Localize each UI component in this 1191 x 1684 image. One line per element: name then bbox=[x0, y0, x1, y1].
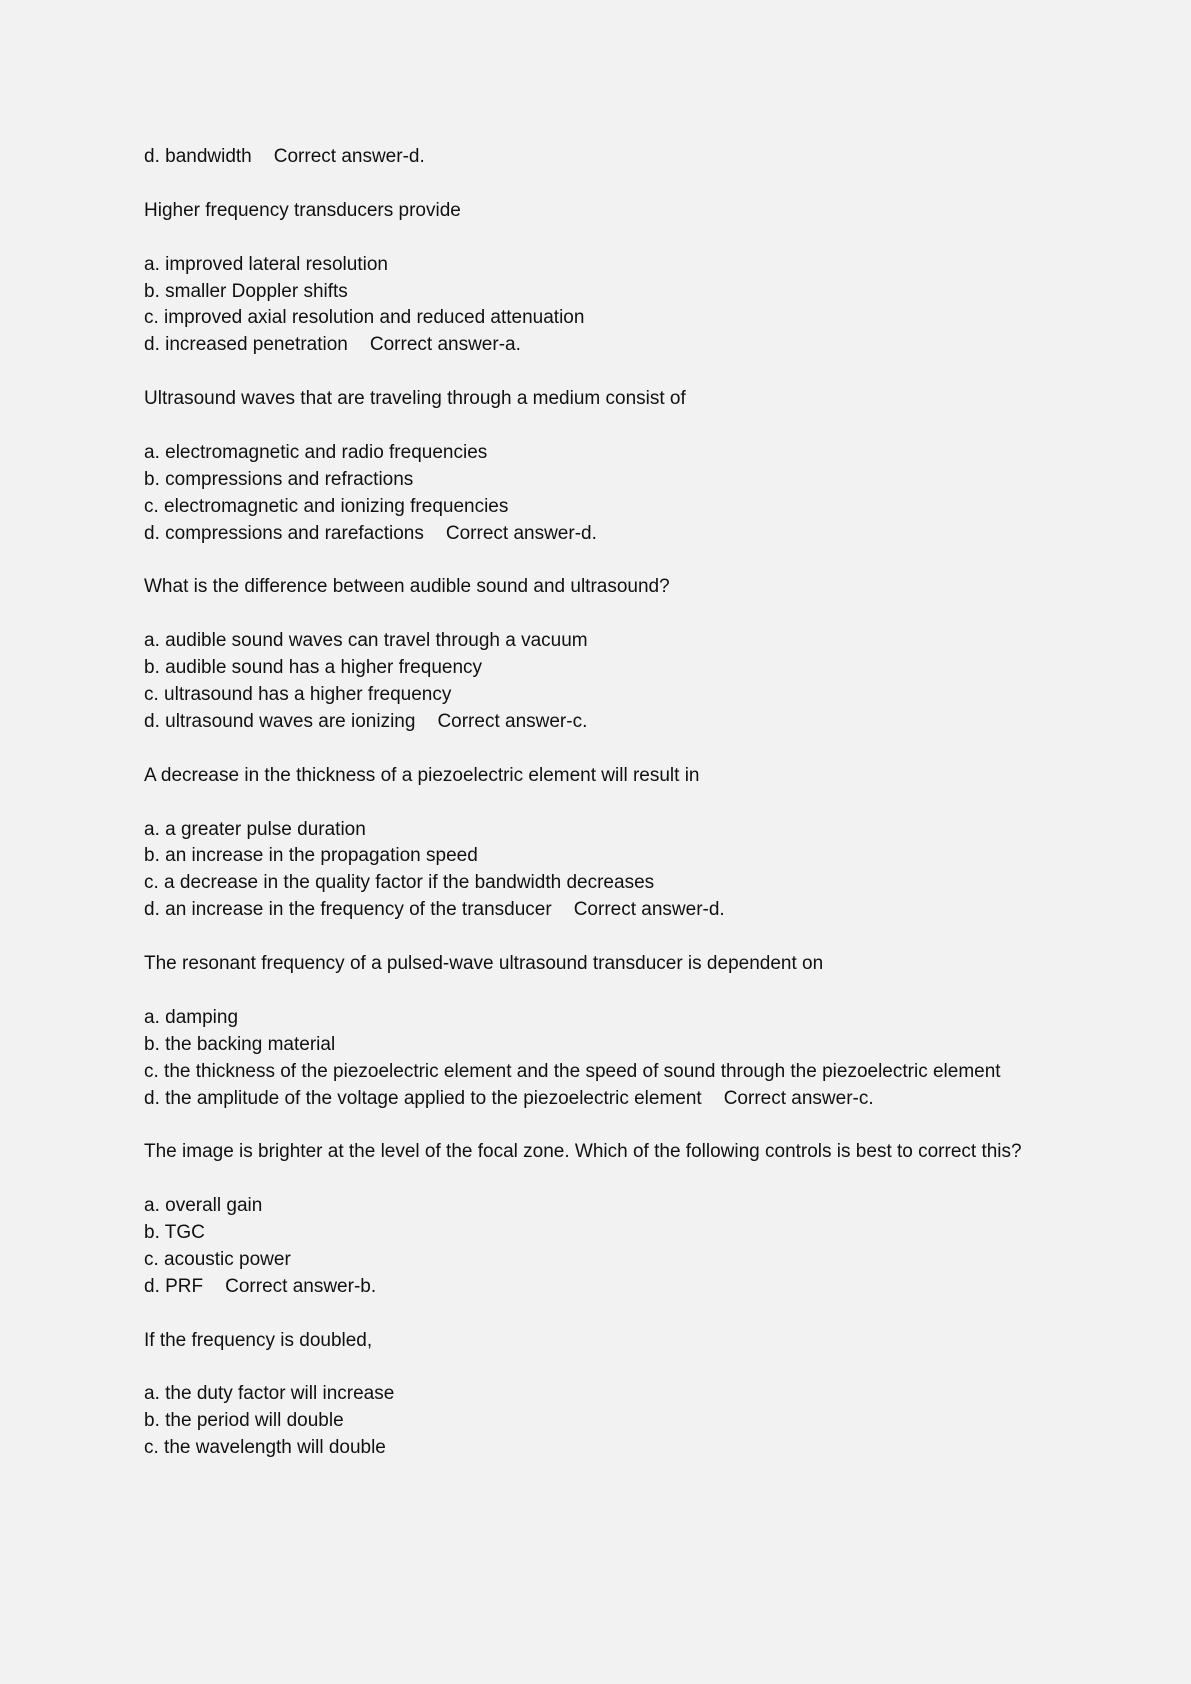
option-b: b. compressions and refractions bbox=[144, 468, 414, 490]
question-text: Higher frequency transducers provide bbox=[144, 199, 461, 221]
document-page bbox=[144, 144, 1044, 1462]
option-b: b. TGC bbox=[144, 1222, 205, 1244]
option-d: d. an increase in the frequency of the transducer bbox=[144, 899, 552, 921]
correct-answer: Correct answer-d. bbox=[573, 899, 725, 921]
option-d-line bbox=[144, 1274, 1044, 1301]
option-a: a. audible sound waves can travel through a vacuum bbox=[144, 630, 588, 652]
option-b: b. an increase in the propagation speed bbox=[144, 845, 478, 867]
option-c: c. electromagnetic and ionizing frequencies bbox=[144, 495, 509, 517]
option-d-line bbox=[144, 332, 1044, 359]
option-a: a. the duty factor will increase bbox=[144, 1383, 395, 1405]
correct-answer: Correct answer-b. bbox=[225, 1275, 377, 1297]
option-d-line bbox=[144, 521, 1044, 548]
correct-answer: Correct answer-d. bbox=[445, 522, 597, 544]
correct-answer: Correct answer-d. bbox=[273, 146, 425, 167]
option-a: a. a greater pulse duration bbox=[144, 818, 366, 840]
question-text: A decrease in the thickness of a piezoelectric element will result in bbox=[144, 764, 700, 786]
option-b: b. the period will double bbox=[144, 1410, 344, 1432]
option-a: a. overall gain bbox=[144, 1195, 263, 1217]
question-text: Ultrasound waves that are traveling through a medium consist of bbox=[144, 388, 686, 410]
option-d: d. increased penetration bbox=[144, 334, 348, 356]
option-c: c. acoustic power bbox=[144, 1248, 291, 1270]
option-c: c. the wavelength will double bbox=[144, 1437, 386, 1459]
correct-answer: Correct answer-a. bbox=[369, 334, 521, 356]
question-text: The image is brighter at the level of the focal zone. Which of the following controls is best to correct this? bbox=[144, 1141, 1022, 1163]
question-text: What is the difference between audible sound and ultrasound? bbox=[144, 576, 670, 598]
option-d-line bbox=[144, 709, 1044, 736]
option-a: a. improved lateral resolution bbox=[144, 253, 388, 275]
option-c: c. improved axial resolution and reduced attenuation bbox=[144, 307, 585, 329]
correct-answer: Correct answer-c. bbox=[437, 710, 588, 732]
option-d-line bbox=[144, 897, 1044, 924]
option-text: d. bandwidth bbox=[144, 146, 252, 167]
option-d: d. the amplitude of the voltage applied to the piezoelectric element bbox=[144, 1087, 702, 1109]
option-a: a. damping bbox=[144, 1006, 239, 1028]
option-d: d. ultrasound waves are ionizing bbox=[144, 710, 416, 732]
question-text: The resonant frequency of a pulsed-wave ultrasound transducer is dependent on bbox=[144, 953, 824, 975]
option-b: b. smaller Doppler shifts bbox=[144, 280, 348, 302]
option-b: b. audible sound has a higher frequency bbox=[144, 657, 483, 679]
correct-answer: Correct answer-c. bbox=[723, 1087, 874, 1109]
option-b: b. the backing material bbox=[144, 1033, 336, 1055]
option-d-line bbox=[144, 1086, 1044, 1113]
question-text: If the frequency is doubled, bbox=[144, 1329, 373, 1351]
first-option-line bbox=[144, 144, 1044, 171]
option-c: c. a decrease in the quality factor if the bandwidth decreases bbox=[144, 872, 655, 894]
option-c: c. the thickness of the piezoelectric element and the speed of sound through the piezoelectric element bbox=[144, 1060, 1001, 1082]
option-c: c. ultrasound has a higher frequency bbox=[144, 684, 452, 706]
option-d: d. PRF bbox=[144, 1275, 204, 1297]
option-a: a. electromagnetic and radio frequencies bbox=[144, 441, 488, 463]
option-d: d. compressions and rarefactions bbox=[144, 522, 424, 544]
